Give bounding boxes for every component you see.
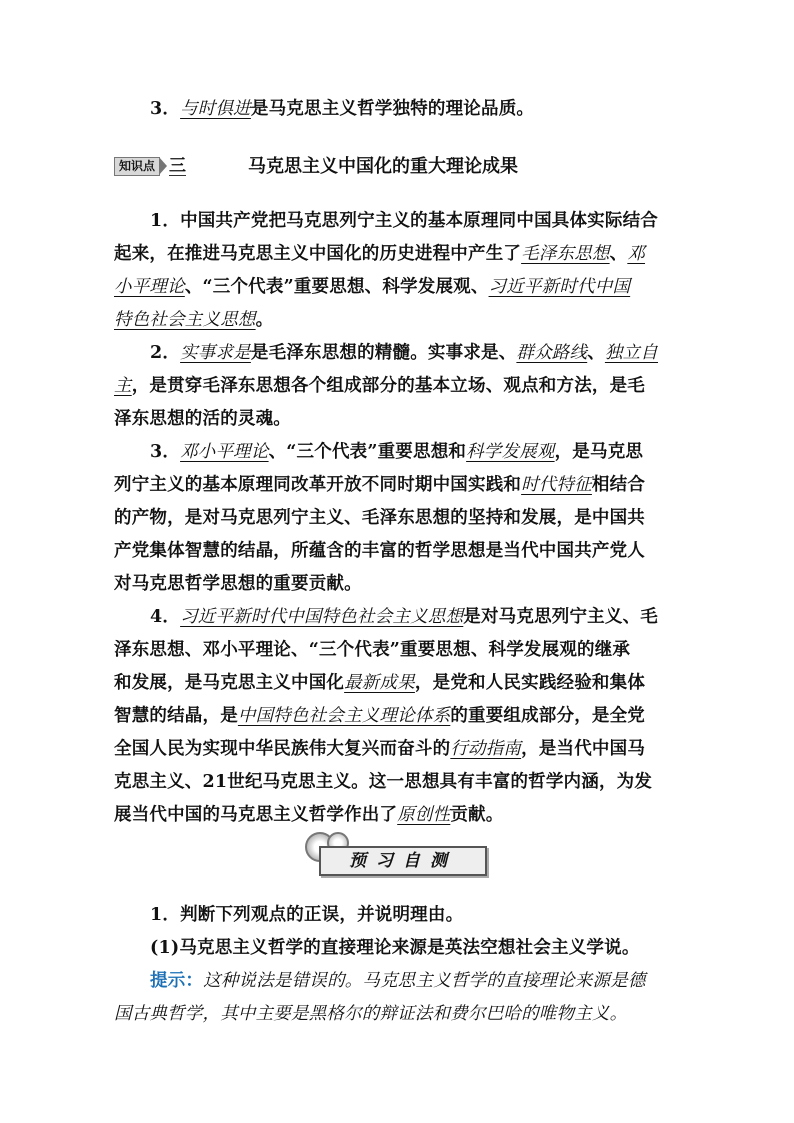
p4-line-7	[114, 804, 684, 826]
fill-answer: 毛泽东思想	[521, 244, 610, 264]
text: (1)马克思主义哲学的直接理论来源是英法空想社会主义学说。	[150, 938, 640, 958]
p4-line-3	[114, 672, 684, 694]
text: 贡献。	[450, 805, 504, 825]
fill-answer: 习近平新时代中国	[488, 277, 631, 297]
p4-line-4	[114, 705, 684, 727]
p4-line-2	[114, 639, 684, 661]
section-title: 马克思主义中国化的重大理论成果	[248, 156, 518, 177]
text: 是毛泽东思想的精髓。实事求是、	[250, 343, 517, 363]
text: 的产物，是对马克思列宁主义、毛泽东思想的坚持和发展，是中国共	[114, 508, 645, 528]
text: 、	[587, 343, 605, 363]
text: 4．	[150, 607, 181, 627]
hint-line-1	[150, 970, 720, 992]
fill-answer: 小平理论	[114, 277, 185, 297]
tag-arrow-icon	[159, 157, 167, 175]
fill-answer: 独立自	[604, 343, 659, 363]
text: ，是当代中国马	[521, 739, 646, 759]
fill-answer: 邓	[627, 244, 646, 264]
text: 产党集体智慧的结晶，所蕴含的丰富的哲学思想是当代中国共产党人	[114, 541, 645, 561]
text: 展当代中国的马克思主义哲学作出了	[114, 805, 398, 825]
hint-label: 提示：	[150, 971, 204, 991]
fill-answer: 中国特色社会主义理论体系	[237, 706, 451, 726]
p2-line-1	[150, 342, 720, 364]
p1-line-1	[150, 210, 720, 232]
fill-answer: 邓小平理论	[180, 442, 269, 462]
text: 的重要组成部分，是全党	[450, 706, 646, 726]
intro-item	[150, 98, 720, 120]
p4-line-6	[114, 771, 684, 793]
text: 克思主义、21世纪马克思主义。这一思想具有丰富的哲学内涵，为发	[114, 772, 653, 792]
text: 2．	[150, 343, 181, 363]
knowledge-point-tag	[114, 156, 186, 176]
fill-answer: 群众路线	[516, 343, 588, 363]
fill-answer: 原创性	[397, 805, 451, 825]
knowledge-point-label: 知识点	[114, 157, 160, 176]
fill-answer: 时代特征	[521, 475, 592, 495]
text: ，是党和人民实践经验和集体	[414, 673, 646, 693]
p1-line-4	[114, 309, 684, 331]
fill-answer: 科学发展观	[466, 442, 555, 462]
fill-answer: 实事求是	[180, 343, 251, 363]
text: 和发展，是马克思主义中国化	[114, 673, 345, 693]
p3-line-5	[114, 573, 684, 595]
fill-answer: 行动指南	[450, 739, 522, 759]
text: 、“三个代表”重要思想和	[268, 442, 467, 462]
preview-test-banner	[305, 832, 485, 876]
p4-line-5	[114, 738, 684, 760]
text: ，是马克思	[554, 442, 644, 462]
text: 起来，在推进马克思主义中国化的历史进程中产生了	[114, 244, 522, 264]
text: 是对马克思列宁主义、毛	[463, 607, 658, 627]
hint-text: 国古典哲学，其中主要是黑格尔的辩证法和费尔巴哈的唯物主义。	[114, 1004, 628, 1024]
p1-line-3	[114, 276, 684, 298]
p3-line-1	[150, 441, 720, 463]
text: 泽东思想的活的灵魂。	[114, 409, 291, 429]
exercise-question	[150, 904, 720, 926]
text: 1．中国共产党把马克思列宁主义的基本原理同中国具体实际结合	[150, 211, 658, 231]
knowledge-point-number: 三	[169, 155, 187, 176]
p4-line-1	[150, 606, 720, 628]
text: 对马克思哲学思想的重要贡献。	[114, 574, 362, 594]
text: 。	[255, 310, 274, 330]
p3-line-3	[114, 507, 684, 529]
fill-answer: 主	[114, 376, 132, 396]
fill-answer: 最新成果	[344, 673, 415, 693]
hint-line-2	[114, 1003, 684, 1025]
p1-line-2	[114, 243, 684, 265]
text: 相结合	[591, 475, 646, 495]
p2-line-2	[114, 375, 684, 397]
fill-answer: 习近平新时代中国特色社会主义思想	[180, 607, 464, 627]
text: 全国人民为实现中华民族伟大复兴而奋斗的	[114, 739, 451, 759]
text: 泽东思想、邓小平理论、“三个代表”重要思想、科学发展观的继承	[114, 640, 631, 660]
banner-title: 预习自测	[349, 851, 457, 871]
hint-text: 这种说法是错误的。马克思主义哲学的直接理论来源是德	[203, 971, 646, 991]
text: 1．判断下列观点的正误，并说明理由。	[150, 905, 464, 925]
fill-answer: 特色社会主义思想	[114, 310, 256, 330]
text: 、“三个代表”重要思想、科学发展观、	[184, 277, 489, 297]
item-number: 3．	[150, 99, 181, 119]
item-text: 是马克思主义哲学独特的理论品质。	[250, 99, 535, 119]
p3-line-2	[114, 474, 684, 496]
text: 智慧的结晶，是	[114, 706, 238, 726]
banner-box	[319, 846, 487, 876]
text: 3．	[150, 442, 181, 462]
fill-answer: 与时俱进	[180, 99, 251, 119]
text: 列宁主义的基本原理同改革开放不同时期中国实践和	[114, 475, 522, 495]
text: ，是贯穿毛泽东思想各个组成部分的基本立场、观点和方法，是毛	[131, 376, 646, 396]
text: 、	[609, 244, 628, 264]
exercise-sub-question	[150, 937, 720, 959]
p3-line-4	[114, 540, 684, 562]
p2-line-3	[114, 408, 684, 430]
